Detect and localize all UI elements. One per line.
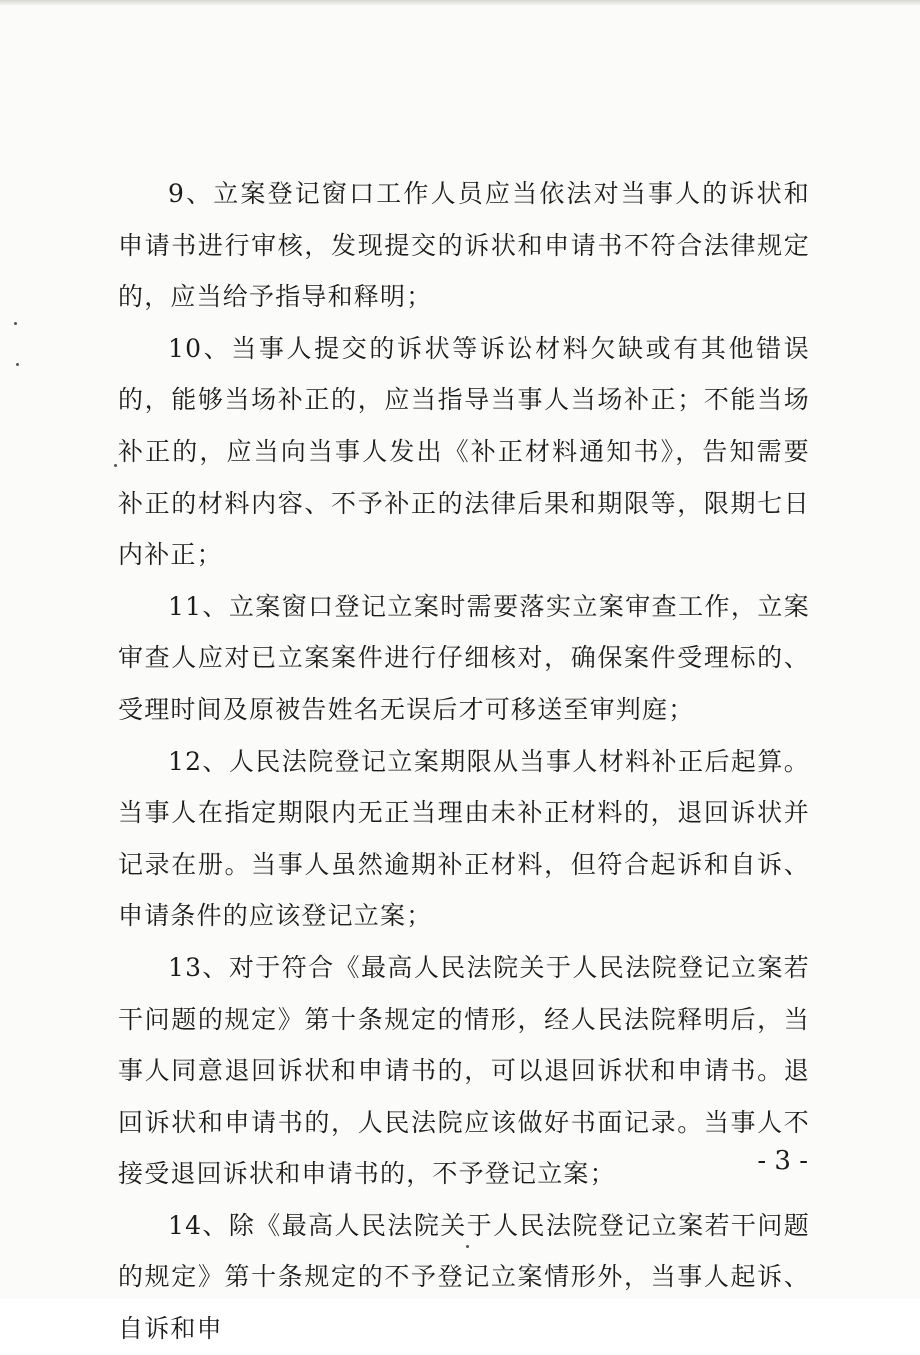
- paragraph-item-11: 11、立案窗口登记立案时需要落实立案审查工作，立案审查人应对已立案案件进行仔细核对，确保案件受理标的、受理时间及原被告姓名无误后才可移送至审判庭；: [118, 591, 810, 724]
- scan-speck: [16, 363, 19, 366]
- scan-speck: [14, 322, 17, 325]
- document-body: [118, 168, 810, 1355]
- paragraph-item-13: 13、对于符合《最高人民法院关于人民法院登记立案若干问题的规定》第十条规定的情形，经人民法院释明后，当事人同意退回诉状和申请书的，可以退回诉状和申请书。退回诉状和申请书的，人民法院应该做好书面记录。当事人不接受退回诉状和申请书的，不予登记立案；: [118, 952, 810, 1189]
- scan-speck: [114, 464, 117, 467]
- page-number: - 3 -: [757, 1146, 808, 1176]
- scan-top-edge: [0, 0, 920, 6]
- paragraph-item-10: 10、当事人提交的诉状等诉讼材料欠缺或有其他错误的，能够当场补正的，应当指导当事人当场补正；不能当场补正的，应当向当事人发出《补正材料通知书》，告知需要补正的材料内容、不予补正的法律后果和期限等，限期七日内补正；: [118, 333, 810, 570]
- paragraph-item-12: 12、人民法院登记立案期限从当事人材料补正后起算。当事人在指定期限内无正当理由未补正材料的，退回诉状并记录在册。当事人虽然逾期补正材料，但符合起诉和自诉、申请条件的应该登记立案；: [118, 746, 810, 931]
- paragraph-item-9: 9、立案登记窗口工作人员应当依法对当事人的诉状和申请书进行审核，发现提交的诉状和申请书不符合法律规定的，应当给予指导和释明；: [118, 179, 810, 312]
- paragraph-item-14: 14、除《最高人民法院关于人民法院登记立案若干问题的规定》第十条规定的不予登记立案情形外，当事人起诉、自诉和申: [118, 1210, 810, 1344]
